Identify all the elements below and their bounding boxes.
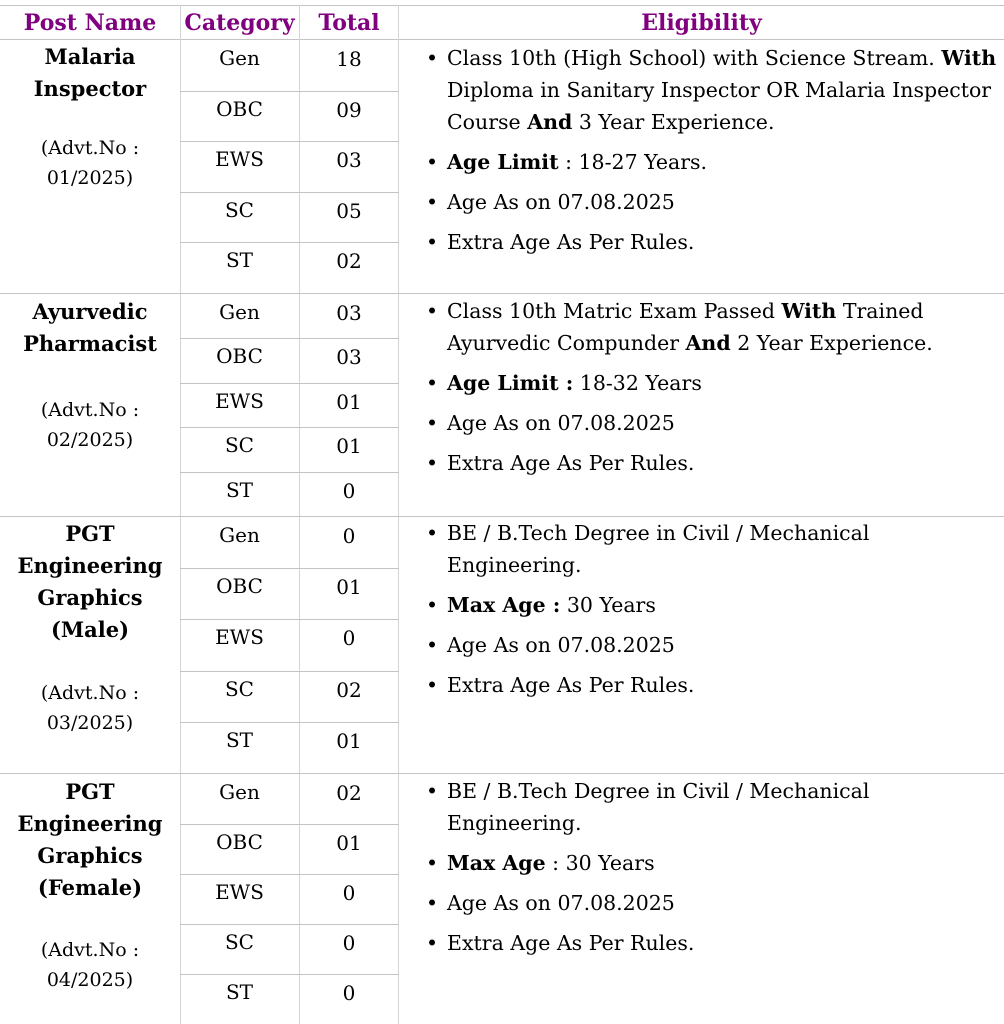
header-category: Category xyxy=(184,10,295,36)
row-divider xyxy=(180,619,399,620)
section-border xyxy=(0,773,1004,774)
col-divider-eligibility xyxy=(398,5,399,1024)
total-cell: 01 xyxy=(336,831,362,855)
eligibility-text: : 30 Years xyxy=(545,851,655,875)
row-divider xyxy=(180,383,399,384)
post-name-cell xyxy=(0,776,180,904)
eligibility-item xyxy=(425,226,1004,258)
post-title-line: PGT xyxy=(65,521,115,546)
post-title-line: (Female) xyxy=(37,875,143,900)
post-title-line: Graphics xyxy=(37,843,143,868)
eligibility-text: Extra Age As Per Rules. xyxy=(447,931,695,955)
total-cell: 03 xyxy=(336,148,362,173)
category-cell: OBC xyxy=(216,830,263,854)
total-cell: 01 xyxy=(336,575,362,600)
eligibility-bold: And xyxy=(527,110,573,134)
total-cell: 03 xyxy=(336,301,362,325)
post-title-line: Malaria xyxy=(44,44,136,69)
eligibility-item xyxy=(425,927,1004,959)
eligibility-bold: With xyxy=(781,299,837,323)
advt-number xyxy=(0,935,180,995)
eligibility-text: 2 Year Experience. xyxy=(730,331,933,355)
category-cell: SC xyxy=(224,197,254,222)
post-title-line: Engineering xyxy=(17,553,163,578)
eligibility-bold: And xyxy=(685,331,731,355)
post-name-cell xyxy=(0,296,180,360)
category-cell: EWS xyxy=(215,388,264,413)
post-title-line: Pharmacist xyxy=(23,331,157,356)
eligibility-item xyxy=(425,589,1004,621)
eligibility-bold: Age Limit xyxy=(447,150,559,174)
total-cell: 0 xyxy=(342,881,356,905)
post-title-line: PGT xyxy=(65,779,115,804)
post-name-cell xyxy=(0,41,180,105)
category-cell: ST xyxy=(225,980,254,1004)
eligibility-item xyxy=(425,775,1004,839)
total-cell: 01 xyxy=(336,389,362,414)
eligibility-list xyxy=(425,775,1004,967)
advt-number xyxy=(0,395,180,455)
eligibility-item xyxy=(425,407,1004,439)
total-cell: 02 xyxy=(336,249,362,274)
advt-line: (Advt.No : xyxy=(40,939,140,961)
total-cell: 05 xyxy=(336,198,362,223)
row-divider xyxy=(180,924,399,925)
section-border xyxy=(0,293,1004,294)
post-title-line: Ayurvedic xyxy=(32,299,148,324)
post-title-line: (Male) xyxy=(50,617,130,642)
eligibility-list xyxy=(425,295,1004,487)
category-cell: SC xyxy=(224,676,254,701)
category-cell: SC xyxy=(224,930,254,954)
advt-number xyxy=(0,133,180,193)
advt-line: 03/2025) xyxy=(46,712,134,734)
row-divider xyxy=(180,242,399,243)
eligibility-item xyxy=(425,887,1004,919)
eligibility-text: Trained Ayurvedic Compunder xyxy=(447,299,924,355)
eligibility-text: BE / B.Tech Degree in Civil / Mechanical Engineering. xyxy=(447,779,870,835)
eligibility-text: Extra Age As Per Rules. xyxy=(447,230,695,254)
total-cell: 0 xyxy=(342,478,356,503)
row-divider xyxy=(180,338,399,339)
eligibility-bold: Max Age xyxy=(447,851,546,875)
category-cell: OBC xyxy=(216,96,263,121)
eligibility-item xyxy=(425,186,1004,218)
post-name-cell xyxy=(0,518,180,646)
post-title-line: Engineering xyxy=(17,811,163,836)
eligibility-list xyxy=(425,517,1004,709)
advt-line: (Advt.No : xyxy=(40,682,140,704)
eligibility-text: Class 10th (High School) with Science Stream. xyxy=(447,46,942,70)
eligibility-text: 3 Year Experience. xyxy=(572,110,775,134)
eligibility-text: : 18-27 Years. xyxy=(558,150,708,174)
header-total: Total xyxy=(318,10,380,36)
total-cell: 0 xyxy=(342,626,356,651)
row-divider xyxy=(180,974,399,975)
row-divider xyxy=(180,722,399,723)
category-cell: Gen xyxy=(219,780,260,804)
total-cell: 03 xyxy=(336,345,362,370)
eligibility-item xyxy=(425,146,1004,178)
total-cell: 02 xyxy=(336,677,362,702)
total-cell: 02 xyxy=(336,781,362,805)
eligibility-item xyxy=(425,295,1004,359)
eligibility-bold: With xyxy=(941,46,997,70)
category-cell: Gen xyxy=(219,46,260,70)
category-cell: EWS xyxy=(215,625,264,650)
advt-line: (Advt.No : xyxy=(40,137,140,159)
eligibility-item xyxy=(425,629,1004,661)
eligibility-item xyxy=(425,42,1004,138)
category-cell: SC xyxy=(224,433,254,458)
row-divider xyxy=(180,874,399,875)
category-cell: EWS xyxy=(215,147,264,172)
eligibility-text: Age As on 07.08.2025 xyxy=(447,190,675,214)
category-cell: ST xyxy=(225,477,254,502)
eligibility-text: 18-32 Years xyxy=(573,371,702,395)
eligibility-text: 30 Years xyxy=(560,593,656,617)
row-divider xyxy=(180,671,399,672)
advt-line: 01/2025) xyxy=(46,167,134,189)
category-cell: Gen xyxy=(219,523,260,547)
category-cell: ST xyxy=(225,727,254,752)
eligibility-item xyxy=(425,367,1004,399)
total-cell: 09 xyxy=(336,97,362,122)
category-cell: OBC xyxy=(216,344,263,369)
advt-number xyxy=(0,678,180,738)
total-cell: 0 xyxy=(342,524,356,548)
header-eligibility: Eligibility xyxy=(641,10,762,36)
total-cell: 01 xyxy=(336,728,362,753)
total-cell: 0 xyxy=(342,981,356,1005)
row-divider xyxy=(180,192,399,193)
eligibility-text: Age As on 07.08.2025 xyxy=(447,891,675,915)
row-divider xyxy=(180,427,399,428)
eligibility-text: Class 10th Matric Exam Passed xyxy=(447,299,782,323)
total-cell: 18 xyxy=(336,47,362,71)
eligibility-text: Extra Age As Per Rules. xyxy=(447,673,695,697)
advt-line: 02/2025) xyxy=(46,429,134,451)
row-divider xyxy=(180,568,399,569)
row-divider xyxy=(180,472,399,473)
eligibility-bold: Max Age : xyxy=(447,593,561,617)
row-divider xyxy=(180,91,399,92)
header-post-name: Post Name xyxy=(23,10,157,36)
advt-line: (Advt.No : xyxy=(40,399,140,421)
eligibility-item xyxy=(425,669,1004,701)
category-cell: OBC xyxy=(216,574,263,599)
eligibility-item xyxy=(425,847,1004,879)
eligibility-item xyxy=(425,447,1004,479)
eligibility-bold: Age Limit : xyxy=(447,371,574,395)
category-cell: EWS xyxy=(215,880,264,904)
row-divider xyxy=(180,824,399,825)
post-title-line: Graphics xyxy=(37,585,143,610)
eligibility-text: BE / B.Tech Degree in Civil / Mechanical Engineering. xyxy=(447,521,870,577)
eligibility-list xyxy=(425,42,1004,266)
total-cell: 01 xyxy=(336,434,362,459)
eligibility-text: Age As on 07.08.2025 xyxy=(447,411,675,435)
eligibility-text: Age As on 07.08.2025 xyxy=(447,633,675,657)
post-title-line: Inspector xyxy=(33,76,147,101)
eligibility-text: Extra Age As Per Rules. xyxy=(447,451,695,475)
total-cell: 0 xyxy=(342,931,356,955)
category-cell: Gen xyxy=(219,300,260,324)
advt-line: 04/2025) xyxy=(46,969,134,991)
eligibility-text: Diploma in Sanitary Inspector OR Malaria Inspector Course xyxy=(447,78,992,134)
category-cell: ST xyxy=(225,248,254,273)
eligibility-item xyxy=(425,517,1004,581)
row-divider xyxy=(180,141,399,142)
